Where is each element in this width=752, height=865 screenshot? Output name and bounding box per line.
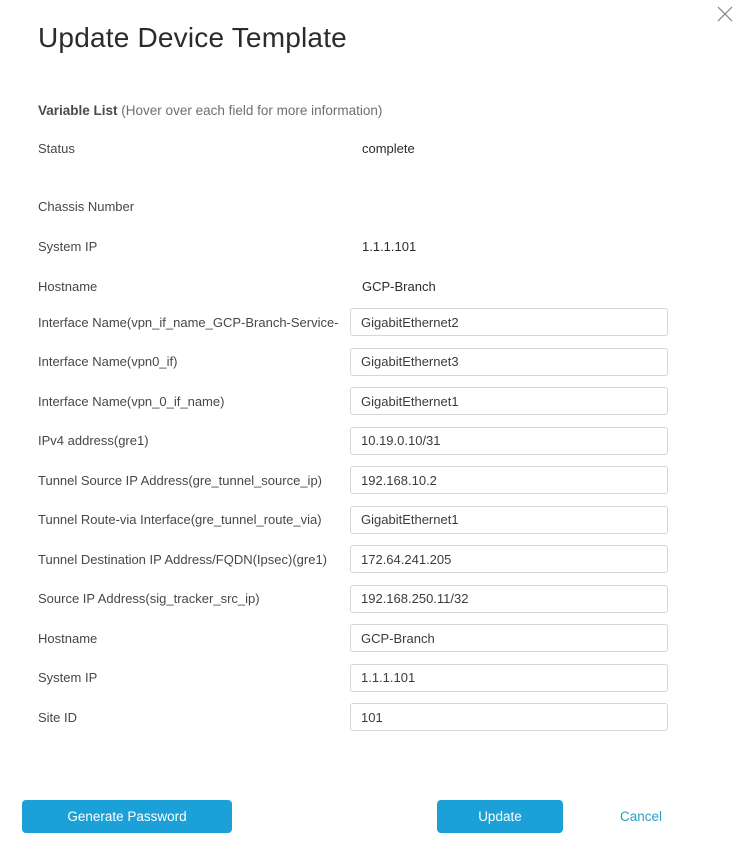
system-ip-input[interactable] <box>350 664 668 692</box>
field-label: Source IP Address(sig_tracker_src_ip) <box>38 591 260 606</box>
update-button[interactable]: Update <box>437 800 563 833</box>
field-row-interface-name-vpn-0-if-name <box>38 387 668 415</box>
tunnel-destination-ip-input[interactable] <box>350 545 668 573</box>
close-icon[interactable] <box>716 5 734 23</box>
field-label: System IP <box>38 670 98 685</box>
field-row-site-id <box>38 703 668 731</box>
field-row-hostname-input <box>38 624 668 652</box>
page-title: Update Device Template <box>38 22 347 53</box>
interface-name-vpn-0-if-name-input[interactable] <box>350 387 668 415</box>
interface-name-service-vpn-input[interactable] <box>350 308 668 336</box>
ipv4-address-gre1-input[interactable] <box>350 427 668 455</box>
field-row-interface-name-service-vpn <box>38 308 668 336</box>
cancel-link[interactable]: Cancel <box>619 809 662 824</box>
tunnel-source-ip-input[interactable] <box>350 466 668 494</box>
section-heading: Variable List <box>38 103 118 118</box>
field-row-system-ip-input <box>38 664 668 692</box>
field-row-ipv4-address-gre1 <box>38 427 668 455</box>
field-value: GCP-Branch <box>362 278 436 294</box>
field-label: Interface Name(vpn_0_if_name) <box>38 393 225 409</box>
hostname-input[interactable] <box>350 624 668 652</box>
field-row-status <box>38 128 668 168</box>
field-label: Tunnel Source IP Address(gre_tunnel_source_ip) <box>38 472 323 488</box>
field-value: complete <box>362 140 415 156</box>
field-label: Tunnel Destination IP Address/FQDN(Ipsec)(gre1) <box>38 551 328 567</box>
field-label: Interface Name(vpn_if_name_GCP-Branch-Service- <box>38 314 339 330</box>
interface-name-vpn0-if-input[interactable] <box>350 348 668 376</box>
dialog-footer <box>0 800 752 833</box>
field-label: Site ID <box>38 709 78 725</box>
field-row-chassis-number <box>38 186 668 226</box>
field-label: Tunnel Route-via Interface(gre_tunnel_route_via) <box>38 512 322 527</box>
field-label: System IP <box>38 238 98 254</box>
field-row-tunnel-route-via <box>38 506 668 534</box>
field-row-system-ip <box>38 226 668 266</box>
tracker-source-ip-input[interactable] <box>350 585 668 613</box>
variable-list-header <box>38 102 752 120</box>
field-label: Hostname <box>38 630 98 646</box>
field-value: 1.1.1.101 <box>362 238 417 254</box>
field-row-source-ip-tracker <box>38 585 668 613</box>
field-row-hostname <box>38 266 668 306</box>
field-label: Hostname <box>38 278 98 294</box>
variable-list <box>38 128 752 731</box>
field-label: Interface Name(vpn0_if) <box>38 354 178 369</box>
field-label: IPv4 address(gre1) <box>38 433 149 448</box>
field-label: Status <box>38 140 75 156</box>
field-row-tunnel-source-ip <box>38 466 668 494</box>
site-id-input[interactable] <box>350 703 668 731</box>
generate-password-button[interactable]: Generate Password <box>22 800 232 833</box>
field-row-tunnel-destination-ip <box>38 545 668 573</box>
field-label: Chassis Number <box>38 198 135 214</box>
section-hint: (Hover over each field for more information) <box>117 103 383 118</box>
tunnel-route-via-input[interactable] <box>350 506 668 534</box>
field-row-interface-name-vpn0-if <box>38 348 668 376</box>
